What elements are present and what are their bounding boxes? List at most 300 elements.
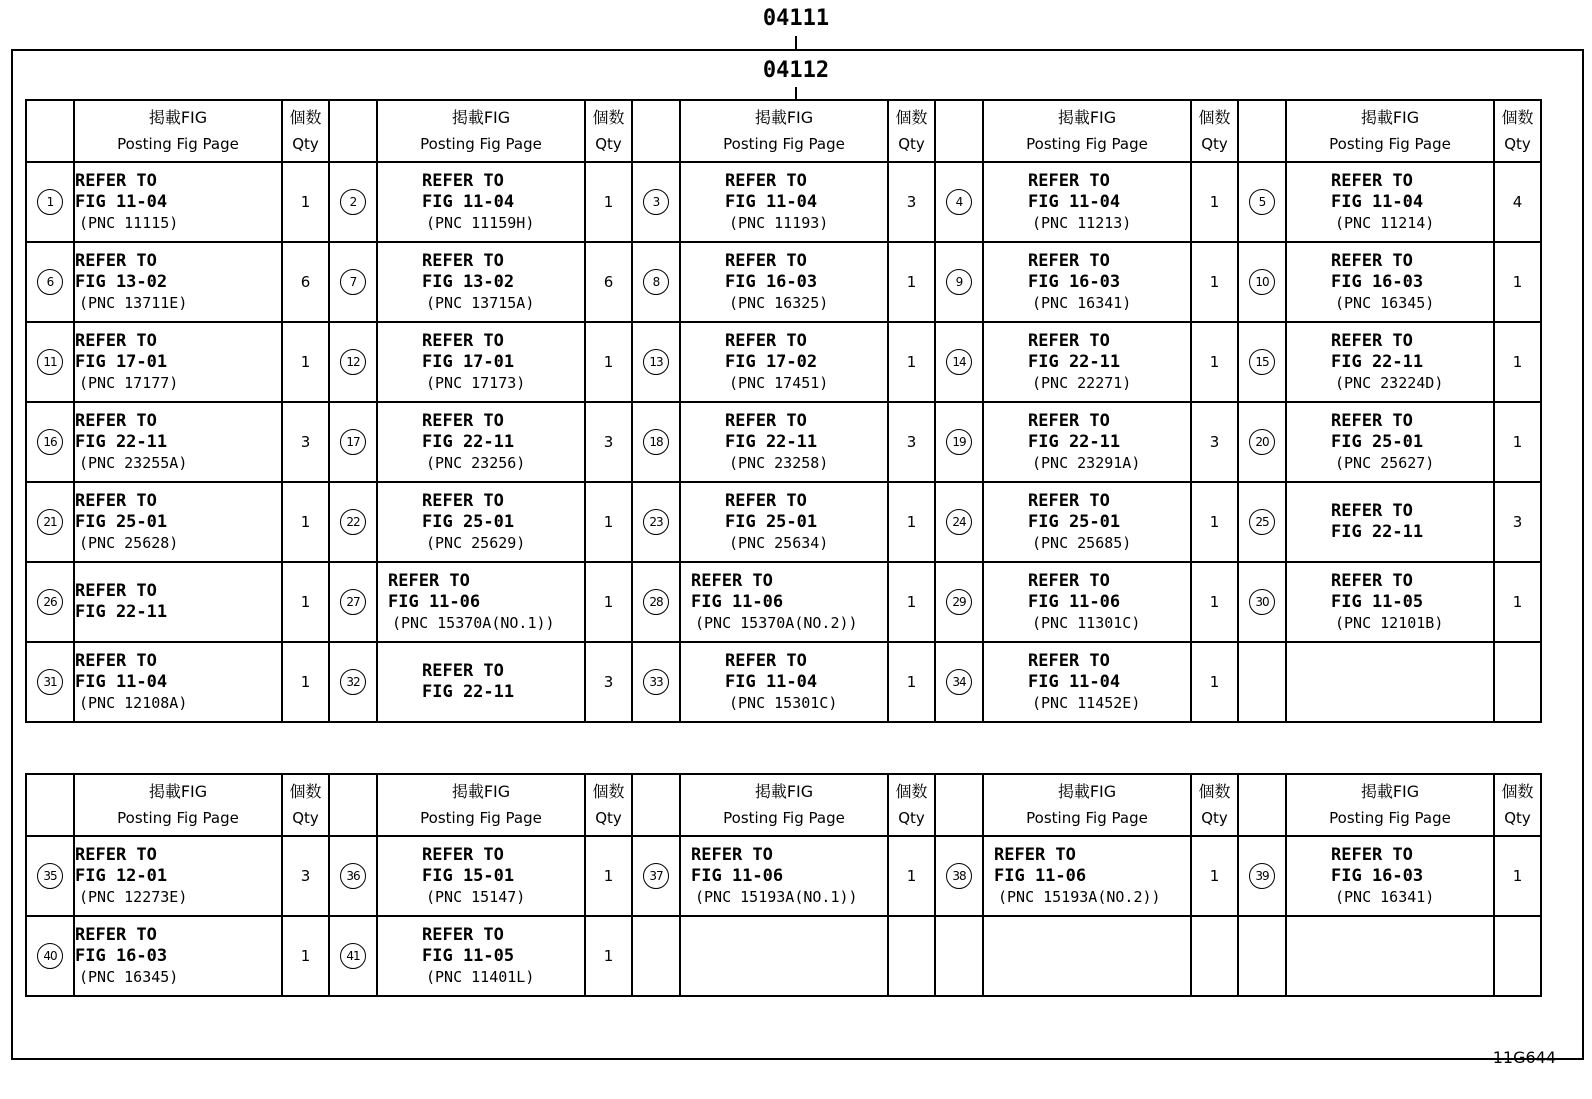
item-number-circle: 5 — [1249, 189, 1275, 215]
header-qty-en: Qty — [595, 809, 622, 827]
pnc-reference: (PNC 12273E) — [79, 887, 188, 906]
qty-cell: 1 — [1191, 562, 1238, 642]
fig-reference: FIG 12-01 — [75, 865, 168, 886]
pnc-reference: (PNC 15370A(NO.2)) — [695, 613, 858, 632]
pnc-reference: (PNC 23256) — [426, 453, 526, 472]
pnc-reference: (PNC 17173) — [426, 373, 526, 392]
posting-fig-cell — [377, 242, 585, 322]
header-fig-en: Posting Fig Page — [1026, 809, 1148, 827]
header-number-cell — [329, 774, 377, 836]
item-number-cell — [329, 836, 377, 916]
refer-to-label: REFER TO — [422, 844, 504, 865]
fig-reference: FIG 22-11 — [1331, 522, 1424, 542]
posting-fig-cell — [983, 642, 1191, 722]
table-row — [26, 162, 1541, 242]
item-number-cell — [632, 482, 680, 562]
qty-cell: 1 — [1191, 836, 1238, 916]
header-qty — [1191, 100, 1238, 162]
header-qty — [1494, 774, 1541, 836]
posting-fig-cell — [983, 482, 1191, 562]
pnc-reference: (PNC 15370A(NO.1)) — [392, 613, 555, 632]
fig-reference: FIG 11-04 — [1028, 671, 1121, 692]
qty-cell — [888, 916, 935, 996]
fig-reference: FIG 11-04 — [422, 191, 515, 212]
header-posting-fig — [1286, 774, 1494, 836]
header-fig-en: Posting Fig Page — [420, 809, 542, 827]
item-number-cell — [26, 402, 74, 482]
table-header-row — [26, 774, 1541, 836]
pnc-reference: (PNC 15193A(NO.2)) — [998, 887, 1161, 906]
posting-fig-cell — [983, 562, 1191, 642]
fig-reference: FIG 17-01 — [422, 351, 515, 372]
refer-to-label: REFER TO — [422, 330, 504, 351]
header-qty-jp: 個数 — [895, 108, 928, 127]
header-qty — [888, 774, 935, 836]
header-number-cell — [935, 100, 983, 162]
header-qty-jp: 個数 — [1501, 782, 1534, 801]
qty-cell: 1 — [1191, 482, 1238, 562]
refer-to-label: REFER TO — [725, 250, 807, 271]
pnc-reference: (PNC 16341) — [1335, 887, 1435, 906]
refer-to-label: REFER TO — [422, 924, 504, 945]
posting-fig-cell — [680, 916, 888, 996]
posting-fig-cell — [680, 836, 888, 916]
header-qty-en: Qty — [898, 809, 925, 827]
qty-cell: 1 — [585, 162, 632, 242]
header-fig-jp: 掲載FIG — [754, 782, 814, 801]
fig-reference: FIG 11-06 — [691, 591, 784, 612]
item-number-circle: 38 — [946, 863, 972, 889]
header-qty-jp: 個数 — [592, 782, 625, 801]
header-qty-en: Qty — [898, 135, 925, 153]
item-number-circle: 28 — [643, 589, 669, 615]
qty-cell: 1 — [282, 482, 329, 562]
item-number-cell — [1238, 482, 1286, 562]
item-number-cell — [26, 916, 74, 996]
item-number-circle: 41 — [340, 943, 366, 969]
qty-cell: 3 — [585, 642, 632, 722]
assembly-number-top: 04111 — [762, 6, 830, 31]
fig-reference: FIG 22-11 — [75, 602, 168, 622]
posting-fig-cell — [680, 162, 888, 242]
qty-cell: 1 — [282, 162, 329, 242]
item-number-circle: 11 — [37, 349, 63, 375]
qty-cell — [1494, 642, 1541, 722]
fig-reference: FIG 11-06 — [1028, 591, 1121, 612]
item-number-cell — [26, 162, 74, 242]
header-posting-fig — [680, 100, 888, 162]
posting-fig-cell — [74, 242, 282, 322]
posting-fig-cell — [1286, 642, 1494, 722]
item-number-cell — [1238, 916, 1286, 996]
header-number-cell — [26, 100, 74, 162]
header-posting-fig — [74, 774, 282, 836]
header-qty-en: Qty — [595, 135, 622, 153]
item-number-cell — [935, 482, 983, 562]
qty-cell: 1 — [585, 836, 632, 916]
header-number-cell — [329, 100, 377, 162]
header-posting-fig — [983, 774, 1191, 836]
item-number-cell — [1238, 836, 1286, 916]
pnc-reference: (PNC 12108A) — [79, 693, 188, 712]
item-number-cell — [632, 242, 680, 322]
header-fig-jp: 掲載FIG — [148, 782, 208, 801]
item-number-cell — [1238, 642, 1286, 722]
refer-to-label: REFER TO — [75, 250, 157, 271]
header-qty — [585, 100, 632, 162]
refer-to-label: REFER TO — [422, 490, 504, 511]
fig-reference: FIG 11-04 — [1331, 191, 1424, 212]
fig-reference: FIG 11-06 — [994, 865, 1087, 886]
qty-cell: 1 — [1494, 242, 1541, 322]
refer-to-label: REFER TO — [725, 650, 807, 671]
item-number-cell — [329, 916, 377, 996]
fig-reference: FIG 11-06 — [388, 591, 481, 612]
fig-reference: FIG 17-02 — [725, 351, 818, 372]
qty-cell: 3 — [585, 402, 632, 482]
posting-fig-cell — [377, 162, 585, 242]
refer-to-label: REFER TO — [725, 490, 807, 511]
fig-reference: FIG 16-03 — [1331, 865, 1424, 886]
refer-to-label: REFER TO — [725, 330, 807, 351]
refer-to-label: REFER TO — [1331, 501, 1413, 521]
qty-cell: 3 — [888, 162, 935, 242]
posting-fig-cell — [1286, 242, 1494, 322]
pnc-reference: (PNC 25629) — [426, 533, 526, 552]
posting-fig-cell — [680, 322, 888, 402]
item-number-circle: 13 — [643, 349, 669, 375]
posting-fig-cell — [377, 916, 585, 996]
pnc-reference: (PNC 16345) — [1335, 293, 1435, 312]
fig-reference: FIG 22-11 — [1028, 351, 1121, 372]
fig-reference: FIG 25-01 — [75, 511, 168, 532]
fig-reference: FIG 11-04 — [725, 191, 818, 212]
fig-reference: FIG 22-11 — [422, 431, 515, 452]
refer-to-label: REFER TO — [75, 581, 157, 601]
header-qty — [585, 774, 632, 836]
header-number-cell — [935, 774, 983, 836]
qty-cell: 1 — [585, 916, 632, 996]
header-qty-jp: 個数 — [592, 108, 625, 127]
refer-to-label: REFER TO — [1028, 330, 1110, 351]
item-number-cell — [26, 322, 74, 402]
fig-reference: FIG 17-01 — [75, 351, 168, 372]
table-row — [26, 836, 1541, 916]
fig-reference: FIG 13-02 — [422, 271, 515, 292]
qty-cell: 4 — [1494, 162, 1541, 242]
pnc-reference: (PNC 11401L) — [426, 967, 535, 986]
fig-reference: FIG 22-11 — [725, 431, 818, 452]
header-qty-jp: 個数 — [1198, 782, 1231, 801]
item-number-cell — [935, 916, 983, 996]
header-fig-jp: 掲載FIG — [451, 108, 511, 127]
refer-to-label: REFER TO — [1331, 570, 1413, 591]
item-number-cell — [935, 562, 983, 642]
posting-fig-cell — [983, 402, 1191, 482]
refer-to-label: REFER TO — [1028, 650, 1110, 671]
posting-fig-cell — [74, 836, 282, 916]
table-row — [26, 642, 1541, 722]
header-fig-jp: 掲載FIG — [1360, 108, 1420, 127]
pnc-reference: (PNC 17177) — [79, 373, 179, 392]
header-number-cell — [1238, 774, 1286, 836]
qty-cell: 3 — [282, 836, 329, 916]
pnc-reference: (PNC 25634) — [729, 533, 829, 552]
header-qty-en: Qty — [292, 135, 319, 153]
item-number-circle: 31 — [37, 669, 63, 695]
pnc-reference: (PNC 11213) — [1032, 213, 1132, 232]
qty-cell: 1 — [1494, 836, 1541, 916]
table-row — [26, 402, 1541, 482]
header-fig-en: Posting Fig Page — [1329, 135, 1451, 153]
header-posting-fig — [983, 100, 1191, 162]
posting-fig-cell — [1286, 162, 1494, 242]
fig-reference: FIG 11-04 — [75, 191, 168, 212]
header-qty-en: Qty — [1201, 135, 1228, 153]
header-fig-en: Posting Fig Page — [117, 809, 239, 827]
qty-cell: 1 — [282, 916, 329, 996]
qty-cell: 1 — [585, 562, 632, 642]
refer-to-label: REFER TO — [388, 570, 470, 591]
reference-table-2 — [25, 773, 1542, 997]
pnc-reference: (PNC 11193) — [729, 213, 829, 232]
refer-to-label: REFER TO — [1331, 330, 1413, 351]
header-number-cell — [26, 774, 74, 836]
item-number-circle: 33 — [643, 669, 669, 695]
qty-cell: 1 — [888, 482, 935, 562]
refer-to-label: REFER TO — [1331, 250, 1413, 271]
qty-cell: 1 — [282, 642, 329, 722]
header-qty — [282, 100, 329, 162]
header-qty-en: Qty — [1504, 809, 1531, 827]
header-qty-en: Qty — [1504, 135, 1531, 153]
table-row — [26, 482, 1541, 562]
refer-to-label: REFER TO — [725, 170, 807, 191]
posting-fig-cell — [680, 642, 888, 722]
fig-reference: FIG 25-01 — [725, 511, 818, 532]
posting-fig-cell — [377, 836, 585, 916]
qty-cell: 3 — [1494, 482, 1541, 562]
refer-to-label: REFER TO — [75, 170, 157, 191]
item-number-cell — [935, 162, 983, 242]
table-header-row — [26, 100, 1541, 162]
fig-reference: FIG 25-01 — [1028, 511, 1121, 532]
posting-fig-cell — [1286, 562, 1494, 642]
header-posting-fig — [1286, 100, 1494, 162]
refer-to-label: REFER TO — [75, 844, 157, 865]
item-number-cell — [632, 402, 680, 482]
item-number-circle: 23 — [643, 509, 669, 535]
item-number-circle: 8 — [643, 269, 669, 295]
header-posting-fig — [377, 774, 585, 836]
posting-fig-cell — [1286, 916, 1494, 996]
fig-reference: FIG 22-11 — [1331, 351, 1424, 372]
posting-fig-cell — [1286, 402, 1494, 482]
header-qty — [282, 774, 329, 836]
item-number-circle: 6 — [37, 269, 63, 295]
item-number-circle: 1 — [37, 189, 63, 215]
header-qty — [1191, 774, 1238, 836]
item-number-cell — [26, 836, 74, 916]
refer-to-label: REFER TO — [1331, 170, 1413, 191]
refer-to-label: REFER TO — [422, 661, 504, 681]
item-number-circle: 24 — [946, 509, 972, 535]
assembly-number-sub: 04112 — [762, 58, 830, 83]
leader-line-top — [795, 36, 797, 49]
item-number-circle: 34 — [946, 669, 972, 695]
item-number-circle: 30 — [1249, 589, 1275, 615]
item-number-circle: 25 — [1249, 509, 1275, 535]
item-number-circle: 27 — [340, 589, 366, 615]
pnc-reference: (PNC 15147) — [426, 887, 526, 906]
table-row — [26, 242, 1541, 322]
refer-to-label: REFER TO — [1331, 844, 1413, 865]
posting-fig-cell — [377, 642, 585, 722]
item-number-cell — [329, 322, 377, 402]
item-number-circle: 4 — [946, 189, 972, 215]
pnc-reference: (PNC 16341) — [1032, 293, 1132, 312]
header-fig-en: Posting Fig Page — [117, 135, 239, 153]
qty-cell: 3 — [1191, 402, 1238, 482]
qty-cell: 1 — [888, 642, 935, 722]
posting-fig-cell — [74, 402, 282, 482]
fig-reference: FIG 15-01 — [422, 865, 515, 886]
header-fig-en: Posting Fig Page — [1026, 135, 1148, 153]
header-qty-jp: 個数 — [895, 782, 928, 801]
pnc-reference: (PNC 16345) — [79, 967, 179, 986]
pnc-reference: (PNC 13715A) — [426, 293, 535, 312]
posting-fig-cell — [1286, 836, 1494, 916]
refer-to-label: REFER TO — [75, 490, 157, 511]
refer-to-label: REFER TO — [1028, 570, 1110, 591]
pnc-reference: (PNC 23224D) — [1335, 373, 1444, 392]
refer-to-label: REFER TO — [422, 410, 504, 431]
posting-fig-cell — [74, 482, 282, 562]
refer-to-label: REFER TO — [691, 570, 773, 591]
posting-fig-cell — [983, 836, 1191, 916]
fig-reference: FIG 16-03 — [725, 271, 818, 292]
pnc-reference: (PNC 23291A) — [1032, 453, 1141, 472]
fig-reference: FIG 11-06 — [691, 865, 784, 886]
refer-to-label: REFER TO — [422, 250, 504, 271]
item-number-cell — [632, 642, 680, 722]
qty-cell: 1 — [585, 482, 632, 562]
refer-to-label: REFER TO — [1331, 410, 1413, 431]
posting-fig-cell — [983, 162, 1191, 242]
item-number-cell — [1238, 162, 1286, 242]
fig-reference: FIG 11-04 — [725, 671, 818, 692]
fig-reference: FIG 11-04 — [75, 671, 168, 692]
pnc-reference: (PNC 11159H) — [426, 213, 535, 232]
pnc-reference: (PNC 22271) — [1032, 373, 1132, 392]
item-number-circle: 21 — [37, 509, 63, 535]
qty-cell: 1 — [888, 322, 935, 402]
fig-reference: FIG 22-11 — [75, 431, 168, 452]
pnc-reference: (PNC 17451) — [729, 373, 829, 392]
item-number-cell — [935, 402, 983, 482]
item-number-circle: 22 — [340, 509, 366, 535]
qty-cell: 1 — [1191, 242, 1238, 322]
pnc-reference: (PNC 15193A(NO.1)) — [695, 887, 858, 906]
item-number-cell — [1238, 322, 1286, 402]
header-qty — [1494, 100, 1541, 162]
qty-cell: 1 — [1494, 322, 1541, 402]
item-number-cell — [329, 242, 377, 322]
item-number-cell — [935, 242, 983, 322]
posting-fig-cell — [983, 916, 1191, 996]
refer-to-label: REFER TO — [1028, 410, 1110, 431]
posting-fig-cell — [983, 322, 1191, 402]
item-number-circle: 37 — [643, 863, 669, 889]
posting-fig-cell — [377, 562, 585, 642]
item-number-cell — [26, 482, 74, 562]
fig-reference: FIG 16-03 — [1028, 271, 1121, 292]
reference-table-1 — [25, 99, 1542, 723]
fig-reference: FIG 11-04 — [1028, 191, 1121, 212]
item-number-cell — [935, 642, 983, 722]
item-number-circle: 29 — [946, 589, 972, 615]
posting-fig-cell — [680, 242, 888, 322]
refer-to-label: REFER TO — [75, 650, 157, 671]
fig-reference: FIG 16-03 — [1331, 271, 1424, 292]
qty-cell: 1 — [1191, 642, 1238, 722]
qty-cell: 1 — [585, 322, 632, 402]
fig-reference: FIG 11-05 — [422, 945, 515, 966]
header-fig-jp: 掲載FIG — [1057, 782, 1117, 801]
qty-cell — [1191, 916, 1238, 996]
posting-fig-cell — [1286, 322, 1494, 402]
item-number-circle: 32 — [340, 669, 366, 695]
qty-cell: 3 — [888, 402, 935, 482]
item-number-cell — [935, 836, 983, 916]
posting-fig-cell — [74, 642, 282, 722]
item-number-circle: 15 — [1249, 349, 1275, 375]
posting-fig-cell — [377, 482, 585, 562]
refer-to-label: REFER TO — [1028, 490, 1110, 511]
header-qty-jp: 個数 — [1501, 108, 1534, 127]
qty-cell: 3 — [282, 402, 329, 482]
item-number-cell — [1238, 402, 1286, 482]
item-number-circle: 35 — [37, 863, 63, 889]
header-qty-jp: 個数 — [289, 782, 322, 801]
item-number-circle: 12 — [340, 349, 366, 375]
qty-cell: 6 — [282, 242, 329, 322]
item-number-circle: 2 — [340, 189, 366, 215]
header-fig-jp: 掲載FIG — [1057, 108, 1117, 127]
item-number-circle: 14 — [946, 349, 972, 375]
pnc-reference: (PNC 15301C) — [729, 693, 838, 712]
item-number-cell — [329, 162, 377, 242]
pnc-reference: (PNC 11301C) — [1032, 613, 1141, 632]
pnc-reference: (PNC 11452E) — [1032, 693, 1141, 712]
item-number-circle: 39 — [1249, 863, 1275, 889]
pnc-reference: (PNC 25628) — [79, 533, 179, 552]
refer-to-label: REFER TO — [725, 410, 807, 431]
pnc-reference: (PNC 16325) — [729, 293, 829, 312]
refer-to-label: REFER TO — [994, 844, 1076, 865]
header-fig-jp: 掲載FIG — [1360, 782, 1420, 801]
item-number-cell — [329, 402, 377, 482]
header-qty — [888, 100, 935, 162]
pnc-reference: (PNC 11115) — [79, 213, 179, 232]
fig-reference: FIG 22-11 — [1028, 431, 1121, 452]
figure-code: 11G644 — [1492, 1048, 1556, 1067]
item-number-circle: 20 — [1249, 429, 1275, 455]
item-number-cell — [329, 482, 377, 562]
refer-to-label: REFER TO — [75, 410, 157, 431]
table-row — [26, 562, 1541, 642]
item-number-circle: 9 — [946, 269, 972, 295]
